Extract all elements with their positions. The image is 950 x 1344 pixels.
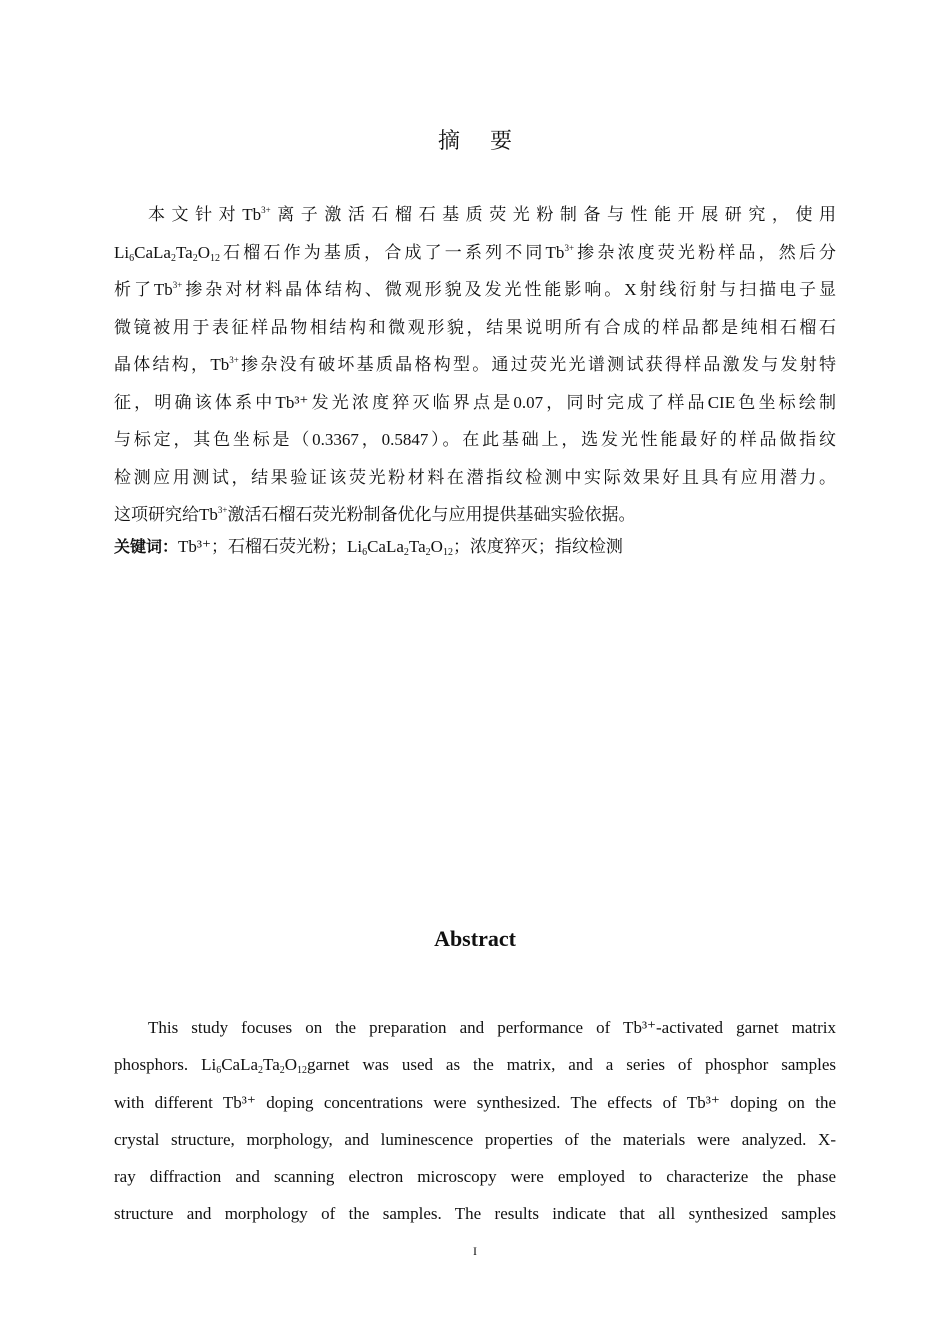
cn-line-8: 检测应用测试，结果验证该荧光粉材料在潜指纹检测中实际效果好且具有应用潜力。	[114, 467, 836, 487]
cn-line-3: 析了$Tb^{3+}$掺杂对材料晶体结构、微观形貌及发光性能影响。X射线衍射与扫描电子显	[114, 280, 837, 299]
title-char-2: 要	[490, 129, 513, 154]
title-char-1: 摘	[437, 129, 460, 154]
chinese-abstract-title	[0, 124, 950, 155]
cn-line-9: 这项研究给$Tb^{3+}$激活石榴石荧光粉制备优化与应用提供基础实验依据。	[114, 505, 636, 524]
en-line-4: crystal structure, morphology, and luminescence properties of the materials were analyzed. X-	[114, 1129, 836, 1149]
english-abstract-body	[114, 1009, 836, 1233]
keywords-line: 关键词：Tb³⁺；石榴石荧光粉；$Li_6CaLa_2Ta_2O_{12}$；浓度猝灭；指纹检测	[114, 537, 623, 558]
cn-line-5: 晶体结构，$Tb^{3+}$掺杂没有破坏基质晶格构型。通过荧光光谱测试获得样品激发与发射特	[114, 355, 837, 374]
en-line-6: structure and morphology of the samples. The results indicate that all synthesized samples	[114, 1204, 836, 1224]
en-line-2: phosphors. $Li_6CaLa_2Ta_2O_{12}garnet$ was used as the matrix, and a series of phosphor samples	[114, 1055, 836, 1077]
cn-line-4: 微镜被用于表征样品物相结构和微观形貌，结果说明所有合成的样品都是纯相石榴石	[114, 317, 836, 337]
page-number: I	[473, 1244, 477, 1258]
en-line-1: This study focuses on the preparation and performance of Tb³⁺-activated garnet matrix	[148, 1018, 836, 1037]
en-line-3: with different Tb³⁺ doping concentrations were synthesized. The effects of Tb³⁺ doping on the	[114, 1092, 836, 1112]
cn-line-7: 与标定，其色坐标是（0.3367，0.5847）。在此基础上，选发光性能最好的样品做指纹	[114, 430, 836, 449]
en-line-5: ray diffraction and scanning electron microscopy were employed to characterize the phase	[114, 1167, 836, 1187]
chinese-abstract-body	[114, 196, 836, 534]
cn-line-2: $Li_6CaLa_2Ta_2O_{12}$石榴石作为基质，合成了一系列不同$Tb^{3+}$掺杂浓度荧光粉样品，然后分	[114, 242, 836, 264]
cn-line-1: 本文针对$Tb^{3+}$离子激活石榴石基质荧光粉制备与性能开展研究，使用	[148, 205, 836, 224]
cn-line-6: 征，明确该体系中Tb³⁺发光浓度猝灭临界点是0.07，同时完成了样品CIE色坐标绘制	[114, 392, 836, 412]
english-abstract-title: Abstract	[434, 926, 516, 951]
keywords-label: 关键词：	[114, 537, 179, 556]
